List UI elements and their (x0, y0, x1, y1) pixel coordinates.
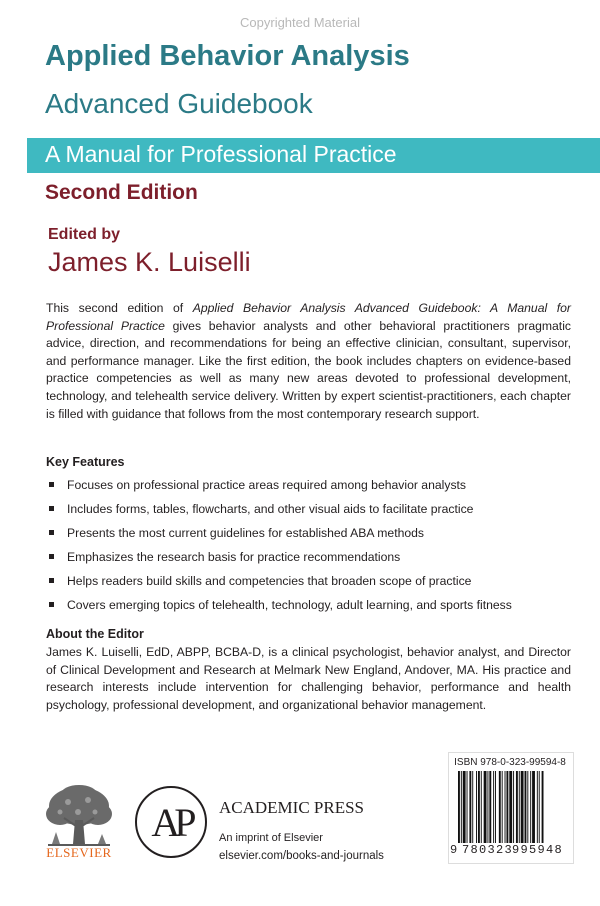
publisher-url: elsevier.com/books-and-journals (219, 850, 384, 862)
editor-name: James K. Luiselli (48, 247, 251, 277)
square-bullet-icon (49, 506, 54, 511)
barcode-bar (472, 771, 473, 843)
square-bullet-icon (49, 602, 54, 607)
barcode-bar (467, 771, 468, 843)
barcode-bar (505, 771, 506, 843)
barcode-bar (487, 771, 488, 843)
barcode-bar (481, 771, 482, 843)
barcode-bar (502, 771, 503, 843)
academic-press-logo-icon (133, 782, 209, 862)
book-description (46, 300, 571, 423)
description-body: gives behavior analysts and other behavioral practitioners pragmatic advice, direction, and recommendations for being an effective clinician, consultant, supervisor, and performance manager. Like the first edition, the book includes chapters on evidence-based practice competencies as well as many new areas devoted to professional development, technology, and telehealth service delivery. Written by expert scientist-practitioners, each chapter is filled with guidance that follows from the most contemporary research support. (46, 318, 571, 421)
feature-item (46, 595, 571, 619)
barcode-bar (542, 771, 544, 843)
barcode-bar (461, 771, 462, 843)
barcode-bar (476, 771, 477, 843)
feature-text: Includes forms, tables, flowcharts, and other visual aids to facilitate practice (67, 502, 474, 516)
feature-item (46, 571, 571, 595)
barcode-bar (489, 771, 491, 843)
description-intro: This second edition of (46, 301, 193, 315)
barcode-bar (463, 771, 466, 843)
barcode-bar (484, 771, 487, 843)
barcode-bar (519, 771, 520, 843)
isbn-label: ISBN 978-0-323-99594-8 (454, 757, 566, 768)
barcode-icon (455, 771, 565, 843)
barcode-bar (521, 771, 524, 843)
publisher-name: ACADEMIC PRESS (219, 798, 365, 817)
feature-text: Focuses on professional practice areas required among behavior analysts (67, 478, 467, 492)
watermark-text: Copyrighted Material (240, 15, 360, 30)
key-features-list (46, 475, 571, 619)
barcode-bar (513, 771, 514, 843)
barcode-bar (458, 771, 460, 843)
feature-text: Covers emerging topics of telehealth, technology, adult learning, and sports fitness (67, 598, 512, 612)
barcode-digit-first: 9 (450, 843, 458, 857)
barcode-bar (516, 771, 518, 843)
barcode-bar (469, 771, 471, 843)
barcode-bar (532, 771, 535, 843)
feature-item (46, 499, 571, 523)
feature-item (46, 475, 571, 499)
book-title-line2: Advanced Guidebook (45, 88, 313, 119)
square-bullet-icon (49, 554, 54, 559)
feature-item (46, 547, 571, 571)
barcode-bar (495, 771, 496, 843)
square-bullet-icon (49, 578, 54, 583)
description-book-title: Applied Behavior Analysis Advanced Guidebook: A Manual for Professional Practice (46, 301, 571, 333)
barcode-bar (539, 771, 540, 843)
barcode-bar (493, 771, 494, 843)
barcode-bar (509, 771, 512, 843)
barcode-bar (525, 771, 527, 843)
feature-text: Helps readers build skills and competencies that broaden scope of practice (67, 574, 472, 588)
book-title: Applied Behavior Analysis (45, 40, 410, 72)
key-features-heading: Key Features (46, 455, 125, 469)
publisher-imprint: An imprint of Elsevier (219, 832, 323, 844)
feature-item (46, 523, 571, 547)
square-bullet-icon (49, 530, 54, 535)
barcode-bar (499, 771, 501, 843)
barcode-bar (506, 771, 508, 843)
square-bullet-icon (49, 482, 54, 487)
barcode-digit-group-2: 995948 (512, 843, 564, 857)
barcode-digit-group-1: 780323 (462, 843, 514, 857)
book-subtitle: A Manual for Professional Practice (45, 141, 397, 167)
barcode-bar (530, 771, 531, 843)
ap-monogram: AP (151, 800, 191, 845)
about-editor-text: James K. Luiselli, EdD, ABPP, BCBA-D, is a clinical psychologist, behavior analyst, and Director of Clinical Development and Research at Melmark New England, Andover, MA. His practice and research interests include intervention for challenging behavior, performance and health psychology, professional development, and organizational behavior management. (46, 645, 571, 712)
about-editor-heading: About the Editor (46, 627, 144, 641)
barcode-bar (537, 771, 538, 843)
barcode-bar (478, 771, 480, 843)
feature-text: Emphasizes the research basis for practice recommendations (67, 550, 401, 564)
edited-by-label: Edited by (48, 226, 121, 243)
elsevier-wordmark: ELSEVIER (46, 845, 112, 860)
barcode-bar (527, 771, 528, 843)
edition-label: Second Edition (45, 181, 198, 204)
feature-text: Presents the most current guidelines for established ABA methods (67, 526, 425, 540)
